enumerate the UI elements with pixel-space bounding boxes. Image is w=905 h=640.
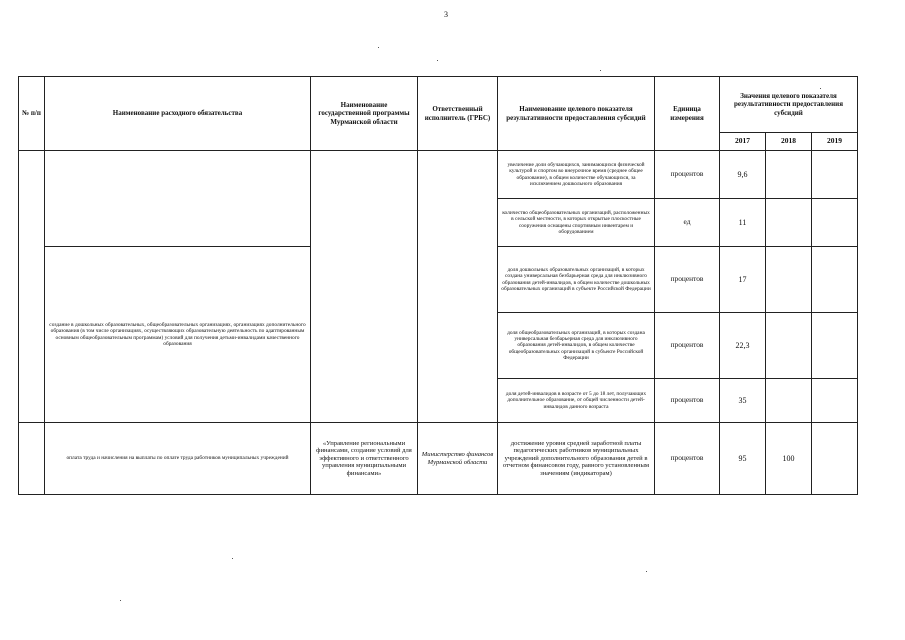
program-cell: «Управление региональными финансами, создание условий для эффективного и ответственного управления муниципальными финансами» bbox=[311, 423, 418, 495]
value-2018-cell bbox=[766, 379, 812, 423]
value-2018-cell: 100 bbox=[766, 423, 812, 495]
value-2018-cell bbox=[766, 313, 812, 379]
value-2017-cell: 35 bbox=[720, 379, 766, 423]
value-2017-cell: 9,6 bbox=[720, 151, 766, 199]
indicator-cell: доля детей-инвалидов в возрасте от 5 до 18 лет, получающих дополнительное образование, от общей численности детей-инвалидов данного возраста bbox=[498, 379, 655, 423]
unit-cell: ед bbox=[655, 199, 720, 247]
header-values-group: Значения целевого показателя результативности предоставления субсидий bbox=[720, 77, 858, 133]
header-unit: Единица измерения bbox=[655, 77, 720, 151]
value-2017-cell: 11 bbox=[720, 199, 766, 247]
value-2017-cell: 95 bbox=[720, 423, 766, 495]
executor-cell: Министерство финансов Мурманской области bbox=[418, 423, 498, 495]
value-2018-cell bbox=[766, 247, 812, 313]
program-cell bbox=[311, 151, 418, 423]
unit-cell: процентов bbox=[655, 379, 720, 423]
indicator-cell: количество общеобразовательных организаций, расположенных в сельской местности, в которых открытые плоскостные сооружения оснащены спортивным инвентарем и оборудованием bbox=[498, 199, 655, 247]
value-2018-cell bbox=[766, 199, 812, 247]
value-2019-cell bbox=[812, 423, 858, 495]
header-year-2019: 2019 bbox=[812, 133, 858, 151]
indicator-cell: доля дошкольных образовательных организаций, в которых создана универсальная безбарьерная среда для инклюзивного образования детей-инвалидов, в общем количестве дошкольных образовательных организаций в субъекте Российской Федерации bbox=[498, 247, 655, 313]
obligation-cell: оплата труда и начисления на выплаты по оплате труда работников муниципальных учреждений bbox=[45, 423, 311, 495]
page-number: 3 bbox=[444, 10, 448, 19]
value-2019-cell bbox=[812, 379, 858, 423]
table-row bbox=[19, 151, 858, 199]
unit-cell: процентов bbox=[655, 423, 720, 495]
subsidy-indicators-table bbox=[18, 76, 858, 495]
executor-cell bbox=[418, 151, 498, 423]
unit-cell: процентов bbox=[655, 247, 720, 313]
unit-cell: процентов bbox=[655, 313, 720, 379]
header-executor: Ответственный исполнитель (ГРБС) bbox=[418, 77, 498, 151]
indicator-cell: достижение уровня средней заработной платы педагогических работников муниципальных учреждений дополнительного образования детей в отчетном финансовом году, равного установленным значениям (индикаторам) bbox=[498, 423, 655, 495]
header-year-2018: 2018 bbox=[766, 133, 812, 151]
table-row bbox=[19, 423, 858, 495]
value-2019-cell bbox=[812, 199, 858, 247]
header-indicator: Наименование целевого показателя результативности предоставления субсидий bbox=[498, 77, 655, 151]
value-2018-cell bbox=[766, 151, 812, 199]
unit-cell: процентов bbox=[655, 151, 720, 199]
value-2019-cell bbox=[812, 247, 858, 313]
header-year-2017: 2017 bbox=[720, 133, 766, 151]
value-2019-cell bbox=[812, 151, 858, 199]
row-number-cell bbox=[19, 151, 45, 423]
row-number-cell bbox=[19, 423, 45, 495]
obligation-cell: создание в дошкольных образовательных, общеобразовательных организациях, организациях дополнительного образования (в том числе организациях, осуществляющих образовательную деятельность по адаптированным основным общеобразовательным программам) условий для получения детьми-инвалидами качественного образования bbox=[45, 247, 311, 423]
header-program: Наименование государственной программы Мурманской области bbox=[311, 77, 418, 151]
obligation-cell bbox=[45, 151, 311, 247]
header-obligation: Наименование расходного обязательства bbox=[45, 77, 311, 151]
indicator-cell: доля общеобразовательных организаций, в которых создана универсальная безбарьерная среда для инклюзивного образования детей-инвалидов, в общем количестве общеобразовательных организаций в субъекте Российской Федерации bbox=[498, 313, 655, 379]
value-2017-cell: 17 bbox=[720, 247, 766, 313]
header-number: № п/п bbox=[19, 77, 45, 151]
indicator-cell: увеличение доли обучающихся, занимающихся физической культурой и спортом во внеурочное время (среднее общее образование), в общем количестве обучающихся, за исключением дошкольного образования bbox=[498, 151, 655, 199]
value-2017-cell: 22,3 bbox=[720, 313, 766, 379]
value-2019-cell bbox=[812, 313, 858, 379]
